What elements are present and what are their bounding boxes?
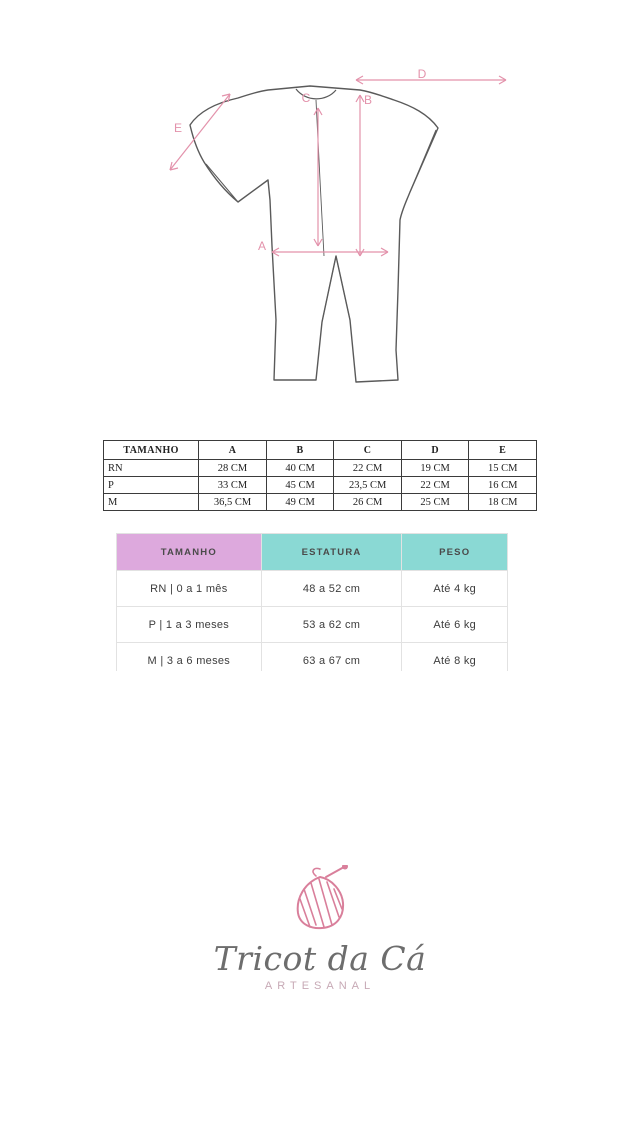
size-cell-peso: Até 4 kg xyxy=(402,571,508,607)
measure-cell: 15 CM xyxy=(469,460,537,477)
measure-header-b: B xyxy=(266,441,334,460)
table-row xyxy=(104,477,537,494)
measure-cell: 40 CM xyxy=(266,460,334,477)
measure-header-e: E xyxy=(469,441,537,460)
dim-label-a: A xyxy=(257,239,267,253)
brand-tagline: ARTESANAL xyxy=(264,980,376,992)
brand-name: Tricot da Cá xyxy=(213,939,427,978)
table-row xyxy=(104,460,537,477)
table-row xyxy=(117,643,508,672)
brand-logo-section xyxy=(0,865,640,992)
dim-label-d: D xyxy=(417,67,427,81)
table-header-row xyxy=(117,534,508,571)
size-cell-tamanho: RN | 0 a 1 mês xyxy=(117,571,262,607)
size-cell-tamanho: M | 3 a 6 meses xyxy=(117,643,262,672)
dim-label-e: E xyxy=(173,121,183,135)
size-header-peso: PESO xyxy=(402,534,508,571)
size-cell-estatura: 53 a 62 cm xyxy=(261,607,402,643)
measure-cell: M xyxy=(104,494,199,511)
measure-cell: 25 CM xyxy=(401,494,469,511)
measure-cell: 45 CM xyxy=(266,477,334,494)
measure-cell: 23,5 CM xyxy=(334,477,402,494)
measure-cell: 49 CM xyxy=(266,494,334,511)
measure-cell: 36,5 CM xyxy=(199,494,267,511)
yarn-ball-icon xyxy=(280,865,360,935)
measure-cell: 22 CM xyxy=(401,477,469,494)
measure-cell: 28 CM xyxy=(199,460,267,477)
size-header-estatura: ESTATURA xyxy=(261,534,402,571)
garment-outline xyxy=(190,86,438,382)
measure-cell: 18 CM xyxy=(469,494,537,511)
garment-diagram-section xyxy=(0,60,640,420)
measure-cell: RN xyxy=(104,460,199,477)
table-row xyxy=(104,494,537,511)
size-guide-table-container xyxy=(116,533,508,671)
size-guide-table xyxy=(116,533,508,671)
measure-header-a: A xyxy=(199,441,267,460)
garment-diagram xyxy=(110,60,530,390)
measure-cell: P xyxy=(104,477,199,494)
measure-cell: 26 CM xyxy=(334,494,402,511)
measurement-table-container xyxy=(103,440,537,511)
table-header-row xyxy=(104,441,537,460)
table-row xyxy=(117,571,508,607)
measure-cell: 22 CM xyxy=(334,460,402,477)
dim-label-b: B xyxy=(363,93,373,107)
table-row xyxy=(117,607,508,643)
size-cell-estatura: 63 a 67 cm xyxy=(261,643,402,672)
size-header-tamanho: TAMANHO xyxy=(117,534,262,571)
dim-label-c: C xyxy=(301,91,311,105)
measure-header-c: C xyxy=(334,441,402,460)
measure-cell: 33 CM xyxy=(199,477,267,494)
size-cell-peso: Até 8 kg xyxy=(402,643,508,672)
measure-header-d: D xyxy=(401,441,469,460)
measurement-table xyxy=(103,440,537,511)
measure-header-tamanho: TAMANHO xyxy=(104,441,199,460)
size-cell-tamanho: P | 1 a 3 meses xyxy=(117,607,262,643)
size-cell-estatura: 48 a 52 cm xyxy=(261,571,402,607)
size-cell-peso: Até 6 kg xyxy=(402,607,508,643)
measure-cell: 16 CM xyxy=(469,477,537,494)
measure-cell: 19 CM xyxy=(401,460,469,477)
